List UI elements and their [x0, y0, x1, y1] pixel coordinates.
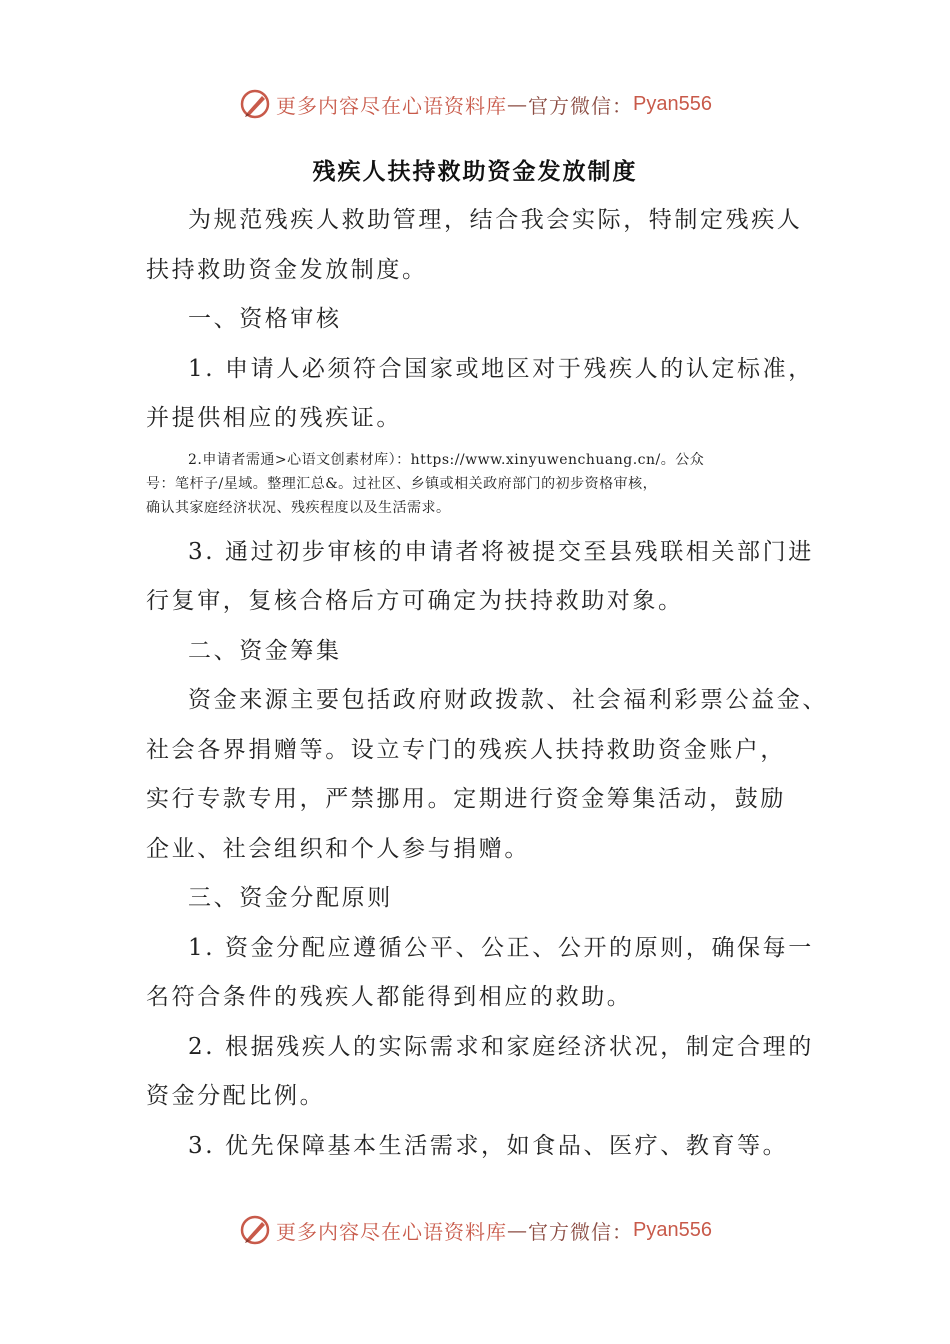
paragraph-line: 3. 优先保障基本生活需求，如食品、医疗、教育等。 [188, 1132, 789, 1159]
banner-wechat-id: Pyan556 [633, 92, 712, 115]
paragraph-line: 1. 资金分配应遵循公平、公正、公开的原则，确保每一 [188, 934, 814, 961]
header-banner [0, 84, 950, 124]
intro-line: 扶持救助资金发放制度。 [146, 256, 428, 283]
paragraph-line: 名符合条件的残疾人都能得到相应的救助。 [146, 984, 633, 1010]
section-heading: 二、资金筹集 [188, 637, 342, 664]
pen-logo-icon [238, 1213, 272, 1247]
paragraph-line: 2. 根据残疾人的实际需求和家庭经济状况，制定合理的 [188, 1033, 814, 1060]
banner-prefix: 更多内容尽在心语资料库 [276, 93, 508, 118]
note-line: 确认其家庭经济状况、残疾程度以及生活需求。 [146, 499, 451, 516]
banner-prefix: 更多内容尽在心语资料库 [276, 1219, 508, 1244]
document-title: 残疾人扶持救助资金发放制度 [312, 158, 638, 185]
paragraph-line: 1. 申请人必须符合国家或地区对于残疾人的认定标准， [188, 355, 814, 382]
note-line: 号：笔杆子/星域。整理汇总&。过社区、乡镇或相关政府部门的初步资格审核， [146, 475, 658, 492]
footer-banner [0, 1210, 950, 1250]
paragraph-line: 资金来源主要包括政府财政拨款、社会福利彩票公益金、 [188, 687, 828, 713]
document-body [146, 196, 828, 1171]
banner-dash: — [507, 92, 529, 116]
pen-logo-icon [238, 87, 272, 121]
banner-middle: 官方微信： [528, 93, 634, 118]
paragraph-line: 行复审，复核合格后方可确定为扶持救助对象。 [146, 588, 684, 614]
banner-wechat-id: Pyan556 [633, 1218, 712, 1241]
paragraph-line: 3. 通过初步审核的申请者将被提交至县残联相关部门进 [188, 538, 814, 565]
section-heading: 一、资格审核 [188, 306, 342, 332]
banner-middle: 官方微信： [528, 1219, 634, 1244]
banner-dash: — [507, 1218, 529, 1242]
intro-line: 为规范残疾人救助管理，结合我会实际，特制定残疾人 [188, 207, 803, 233]
paragraph-line: 实行专款专用，严禁挪用。定期进行资金筹集活动，鼓励 [146, 786, 786, 812]
paragraph-line: 企业、社会组织和个人参与捐赠。 [146, 835, 530, 862]
note-line: 2.申请者需通>心语文创素材库）：https://www.xinyuwenchuang.cn/。公众 [188, 451, 705, 468]
paragraph-line: 社会各界捐赠等。设立专门的残疾人扶持救助资金账户， [146, 736, 786, 763]
paragraph-line: 并提供相应的残疾证。 [146, 405, 402, 431]
inserted-note [146, 448, 816, 520]
section-heading: 三、资金分配原则 [188, 885, 393, 911]
paragraph-line: 资金分配比例。 [146, 1083, 326, 1109]
